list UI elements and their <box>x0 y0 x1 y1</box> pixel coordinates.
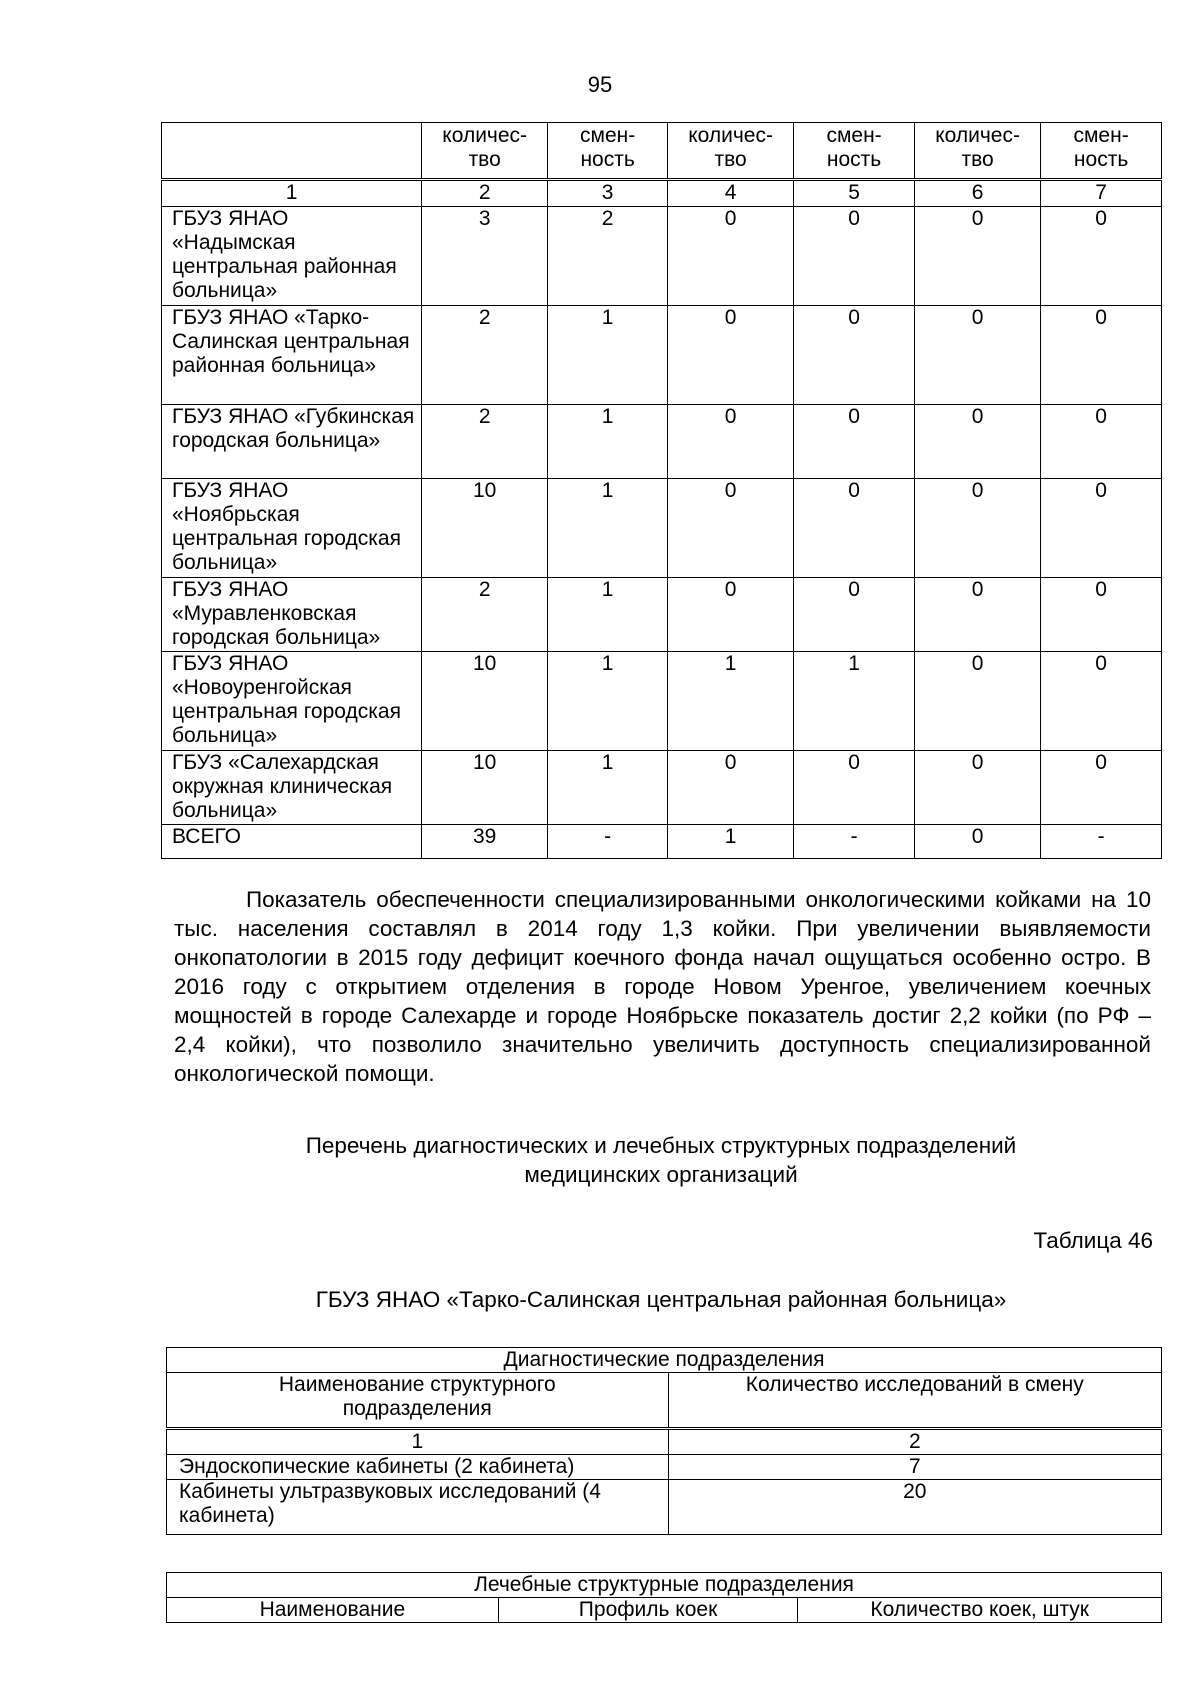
table-row <box>162 751 1162 825</box>
table-row <box>162 207 1162 306</box>
diag-row-name: Кабинеты ультразвуковых исследований (4 кабинета) <box>167 1480 669 1535</box>
page-number: 95 <box>587 72 613 97</box>
list-heading-line1: Перечень диагностических и лечебных структурных подразделений <box>305 1133 1017 1158</box>
value-cell: 1 <box>548 479 668 578</box>
table-row <box>162 479 1162 578</box>
value-cell: 0 <box>914 652 1040 751</box>
table-body <box>162 207 1162 859</box>
value-cell: 0 <box>794 479 915 578</box>
value-cell: 10 <box>422 652 548 751</box>
value-cell: 0 <box>1041 207 1162 306</box>
treat-header-count: Количество коек, штук <box>798 1598 1162 1623</box>
value-cell: 0 <box>667 479 793 578</box>
body-paragraph <box>174 885 1151 1088</box>
diag-title: Диагностические подразделения <box>167 1348 1162 1373</box>
value-cell: 1 <box>548 405 668 479</box>
value-cell: 0 <box>1041 751 1162 825</box>
value-cell: 0 <box>1041 479 1162 578</box>
treat-title-row <box>167 1573 1162 1598</box>
total-row <box>162 825 1162 859</box>
diag-numbers-row <box>167 1429 1162 1455</box>
value-cell: - <box>548 825 668 859</box>
hospital-name: ГБУЗ ЯНАО «Муравленковская городская больница» <box>162 578 422 652</box>
list-heading <box>160 1131 1162 1189</box>
value-cell: 1 <box>667 825 793 859</box>
table-row <box>167 1480 1162 1535</box>
value-cell: 0 <box>914 825 1040 859</box>
value-cell: 0 <box>794 405 915 479</box>
value-cell: 0 <box>794 751 915 825</box>
value-cell: 2 <box>422 306 548 405</box>
value-cell: 0 <box>1041 405 1162 479</box>
hospital-name: ГБУЗ «Салехардская окружная клиническая больница» <box>162 751 422 825</box>
hospital-name: ГБУЗ ЯНАО «Губкинская городская больница» <box>162 405 422 479</box>
table-header-row <box>162 123 1162 180</box>
value-cell: 0 <box>914 479 1040 578</box>
value-cell: - <box>1041 825 1162 859</box>
list-heading-line2: медицинских организаций <box>524 1162 798 1187</box>
table-row <box>162 578 1162 652</box>
value-cell: 1 <box>548 652 668 751</box>
paragraph-text: Показатель обеспеченности специализированными онкологическими койками на 10 тыс. населения составлял в 2014 году 1,3 койки. При увеличении выявляемости онкопатологии в 2015 году дефицит коечного фонда начал ощущаться особенно остро. В 2016 году с открытием отделения в городе Новом Уренгое, увеличением коечных мощностей в городе Салехарде и городе Ноябрьске показатель достиг 2,2 койки (по РФ – 2,4 койки), что позволило значительно увеличить доступность специализированной онкологической помощи. <box>174 887 1151 1086</box>
diag-header-row <box>167 1373 1162 1429</box>
value-cell: 0 <box>914 207 1040 306</box>
header-cell-quantity: количес- тво <box>422 123 548 180</box>
table-row <box>162 405 1162 479</box>
value-cell: 0 <box>914 306 1040 405</box>
value-cell: 0 <box>1041 652 1162 751</box>
value-cell: 1 <box>548 751 668 825</box>
value-cell: 2 <box>422 405 548 479</box>
treat-header-row <box>167 1598 1162 1623</box>
value-cell: 0 <box>794 207 915 306</box>
diag-col2-header: Количество исследований в смену <box>668 1373 1161 1429</box>
hospital-name: ГБУЗ ЯНАО «Тарко-Салинская центральная районная больница» <box>162 306 422 405</box>
beds-table <box>161 122 1162 859</box>
diagnostic-units-table <box>166 1347 1162 1535</box>
header-cell-empty <box>162 123 422 180</box>
value-cell: 10 <box>422 479 548 578</box>
header-cell-quantity: количес- тво <box>914 123 1040 180</box>
value-cell: 39 <box>422 825 548 859</box>
value-cell: 3 <box>422 207 548 306</box>
treat-title: Лечебные структурные подразделения <box>167 1573 1162 1598</box>
value-cell: 0 <box>667 306 793 405</box>
value-cell: 0 <box>667 751 793 825</box>
column-number: 2 <box>668 1429 1161 1455</box>
table-row <box>162 652 1162 751</box>
column-number: 7 <box>1041 180 1162 207</box>
value-cell: 0 <box>667 405 793 479</box>
value-cell: 0 <box>914 405 1040 479</box>
value-cell: 0 <box>1041 578 1162 652</box>
value-cell: 0 <box>914 578 1040 652</box>
value-cell: 0 <box>914 751 1040 825</box>
diag-row-name: Эндоскопические кабинеты (2 кабинета) <box>167 1455 669 1480</box>
column-number: 1 <box>162 180 422 207</box>
table-row <box>167 1455 1162 1480</box>
diag-row-value: 7 <box>668 1455 1161 1480</box>
diag-title-row <box>167 1348 1162 1373</box>
column-number: 2 <box>422 180 548 207</box>
column-number: 4 <box>667 180 793 207</box>
header-cell-quantity: количес- тво <box>667 123 793 180</box>
table-row <box>162 306 1162 405</box>
header-cell-shift: смен- ность <box>548 123 668 180</box>
column-number: 6 <box>914 180 1040 207</box>
value-cell: 1 <box>548 306 668 405</box>
value-cell: - <box>794 825 915 859</box>
hospital-name: ГБУЗ ЯНАО «Ноябрьская центральная городская больница» <box>162 479 422 578</box>
treatment-units-table <box>166 1572 1162 1623</box>
diag-col1-header: Наименование структурного подразделения <box>167 1373 669 1429</box>
treat-header-name: Наименование <box>167 1598 499 1623</box>
hospital-name: ВСЕГО <box>162 825 422 859</box>
value-cell: 10 <box>422 751 548 825</box>
value-cell: 0 <box>667 578 793 652</box>
diag-row-value: 20 <box>668 1480 1161 1535</box>
header-cell-shift: смен- ность <box>1041 123 1162 180</box>
column-number: 5 <box>794 180 915 207</box>
value-cell: 0 <box>1041 306 1162 405</box>
column-numbers-row <box>162 180 1162 207</box>
header-cell-shift: смен- ность <box>794 123 915 180</box>
treat-header-profile: Профиль коек <box>498 1598 798 1623</box>
value-cell: 0 <box>794 306 915 405</box>
value-cell: 1 <box>794 652 915 751</box>
hospital-name: ГБУЗ ЯНАО «Новоуренгойская центральная городская больница» <box>162 652 422 751</box>
value-cell: 2 <box>422 578 548 652</box>
hospital-name: ГБУЗ ЯНАО «Надымская центральная районная больница» <box>162 207 422 306</box>
value-cell: 1 <box>667 652 793 751</box>
hospital-title: ГБУЗ ЯНАО «Тарко-Салинская центральная районная больница» <box>315 1287 1007 1312</box>
value-cell: 1 <box>548 578 668 652</box>
table-label: Таблица 46 <box>1033 1228 1153 1253</box>
value-cell: 0 <box>667 207 793 306</box>
column-number: 3 <box>548 180 668 207</box>
column-number: 1 <box>167 1429 669 1455</box>
value-cell: 0 <box>794 578 915 652</box>
value-cell: 2 <box>548 207 668 306</box>
